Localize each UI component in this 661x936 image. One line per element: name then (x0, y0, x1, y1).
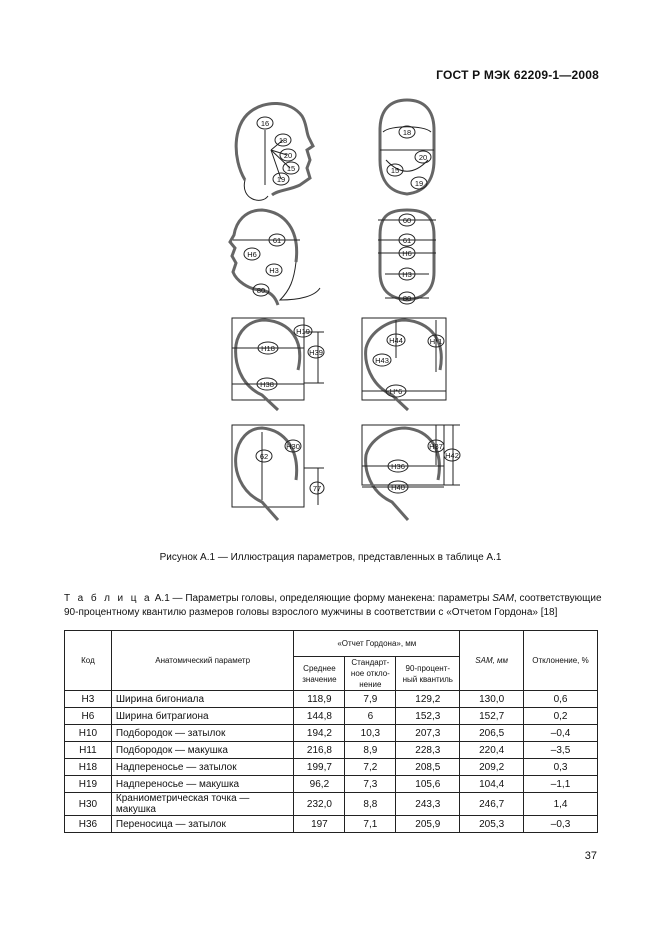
head-side-view-6 (362, 425, 460, 520)
cell-q90: 129,2 (396, 691, 460, 708)
standard-header: ГОСТ Р МЭК 62209-1—2008 (436, 68, 599, 82)
cell-q90: 243,3 (396, 793, 460, 816)
cell-std: 10,3 (345, 725, 396, 742)
cell-sam: 246,7 (460, 793, 524, 816)
cell-dev: 0,2 (524, 708, 598, 725)
cell-sam: 152,7 (460, 708, 524, 725)
cell-q90: 228,3 (396, 742, 460, 759)
cell-std: 7,3 (345, 776, 396, 793)
cell-sam: 205,3 (460, 816, 524, 833)
cell-sam: 130,0 (460, 691, 524, 708)
page-number: 37 (584, 850, 597, 862)
head-side-view-2 (230, 210, 320, 305)
col-mean: Среднее значение (294, 657, 345, 691)
cell-code: H10 (65, 725, 112, 742)
table-row (65, 725, 598, 742)
cell-dev: –1,1 (524, 776, 598, 793)
fig-label: H*1 (429, 337, 443, 346)
cell-param: Подбородок — макушка (111, 742, 294, 759)
cell-mean: 118,9 (294, 691, 345, 708)
fig-label: 20 (418, 153, 428, 162)
cell-sam: 220,4 (460, 742, 524, 759)
table-caption (64, 592, 604, 620)
cell-param: Ширина битрагиона (111, 708, 294, 725)
cell-sam: 209,2 (460, 759, 524, 776)
fig-label: 61 (272, 236, 282, 245)
cell-param: Переносица — затылок (111, 816, 294, 833)
fig-label: 16 (260, 119, 270, 128)
cell-mean: 216,8 (294, 742, 345, 759)
cell-dev: 0,6 (524, 691, 598, 708)
cell-param: Надпереносье — макушка (111, 776, 294, 793)
fig-label: H38 (260, 380, 274, 389)
table-row (65, 776, 598, 793)
fig-label: H36 (391, 462, 405, 471)
cell-q90: 205,9 (396, 816, 460, 833)
table-body (65, 691, 598, 833)
fig-label: 60 (402, 216, 412, 225)
fig-label: H40 (391, 483, 405, 492)
fig-label: H6 (402, 249, 412, 258)
fig-label: 15 (390, 166, 400, 175)
fig-label: 19 (276, 175, 286, 184)
fig-label: 18 (278, 136, 288, 145)
cell-code: H36 (65, 816, 112, 833)
cell-dev: –0,4 (524, 725, 598, 742)
cell-sam: 104,4 (460, 776, 524, 793)
cell-std: 8,9 (345, 742, 396, 759)
cell-std: 7,1 (345, 816, 396, 833)
cell-sam: 206,5 (460, 725, 524, 742)
fig-label: H18 (261, 344, 275, 353)
table-row (65, 691, 598, 708)
cell-param: Ширина бигониала (111, 691, 294, 708)
table-caption-label: Т а б л и ц а (64, 593, 152, 604)
cell-param: Надпереносье — затылок (111, 759, 294, 776)
col-q90: 90-процент-ный квантиль (396, 657, 460, 691)
fig-label: H3 (402, 270, 412, 279)
fig-label: H19 (296, 327, 310, 336)
col-param: Анатомический параметр (111, 631, 294, 691)
fig-label: H*6 (389, 387, 403, 396)
head-side-view-1 (236, 103, 313, 200)
fig-label: 19 (414, 179, 424, 188)
cell-std: 8,8 (345, 793, 396, 816)
cell-code: H30 (65, 793, 112, 816)
fig-label: 80 (256, 286, 266, 295)
fig-label: H39 (309, 348, 323, 357)
fig-label: H42 (445, 451, 459, 460)
cell-code: H11 (65, 742, 112, 759)
col-group: «Отчет Гордона», мм (294, 631, 460, 657)
cell-q90: 152,3 (396, 708, 460, 725)
col-dev: Отклонение, % (524, 631, 598, 691)
cell-q90: 105,6 (396, 776, 460, 793)
col-code: Код (65, 631, 112, 691)
cell-code: H3 (65, 691, 112, 708)
cell-mean: 96,2 (294, 776, 345, 793)
cell-mean: 197 (294, 816, 345, 833)
cell-std: 7,9 (345, 691, 396, 708)
cell-std: 7,2 (345, 759, 396, 776)
fig-label: 61 (402, 236, 412, 245)
cell-dev: –3,5 (524, 742, 598, 759)
cell-std: 6 (345, 708, 396, 725)
cell-code: H18 (65, 759, 112, 776)
fig-label: H37 (429, 442, 443, 451)
cell-code: H19 (65, 776, 112, 793)
cell-param: Подбородок — затылок (111, 725, 294, 742)
fig-label: 62 (259, 452, 269, 461)
cell-mean: 194,2 (294, 725, 345, 742)
fig-label: H43 (375, 356, 389, 365)
table-row (65, 742, 598, 759)
parameters-table (64, 630, 598, 833)
fig-label: 15 (286, 164, 296, 173)
col-sam: SAM, мм (460, 631, 524, 691)
cell-mean: 232,0 (294, 793, 345, 816)
cell-dev: –0,3 (524, 816, 598, 833)
fig-label: H3 (269, 266, 279, 275)
table-caption-text: А.1 — Параметры головы, определяющие форму манекена: параметры (154, 593, 490, 604)
fig-label: H6 (247, 250, 257, 259)
cell-dev: 1,4 (524, 793, 598, 816)
table-row (65, 816, 598, 833)
cell-mean: 199,7 (294, 759, 345, 776)
cell-dev: 0,3 (524, 759, 598, 776)
cell-code: H6 (65, 708, 112, 725)
cell-q90: 208,5 (396, 759, 460, 776)
cell-mean: 144,8 (294, 708, 345, 725)
table-caption-rest: , соответствующие 90-процентному квантилю размеров головы взрослого мужчины в соответствии с «Отчетом Гордона» [18] (64, 593, 602, 618)
head-front-view-1 (380, 100, 434, 194)
fig-label: 77 (312, 484, 322, 493)
fig-label: H30 (286, 442, 300, 451)
table-row (65, 793, 598, 816)
cell-q90: 207,3 (396, 725, 460, 742)
figure-caption: Рисунок А.1 — Иллюстрация параметров, представленных в таблице А.1 (159, 552, 502, 563)
fig-label: H44 (389, 336, 403, 345)
table-row (65, 708, 598, 725)
head-side-view-5 (232, 425, 324, 520)
table-caption-sam: SAM (492, 593, 514, 604)
col-std: Стандарт-ное откло-нение (345, 657, 396, 691)
table-row (65, 759, 598, 776)
fig-label: 80 (402, 294, 412, 303)
cell-param: Краниометрическая точка — макушка (111, 793, 294, 816)
head-side-view-3 (232, 318, 324, 410)
fig-label: 18 (402, 128, 412, 137)
fig-label: 20 (283, 151, 293, 160)
